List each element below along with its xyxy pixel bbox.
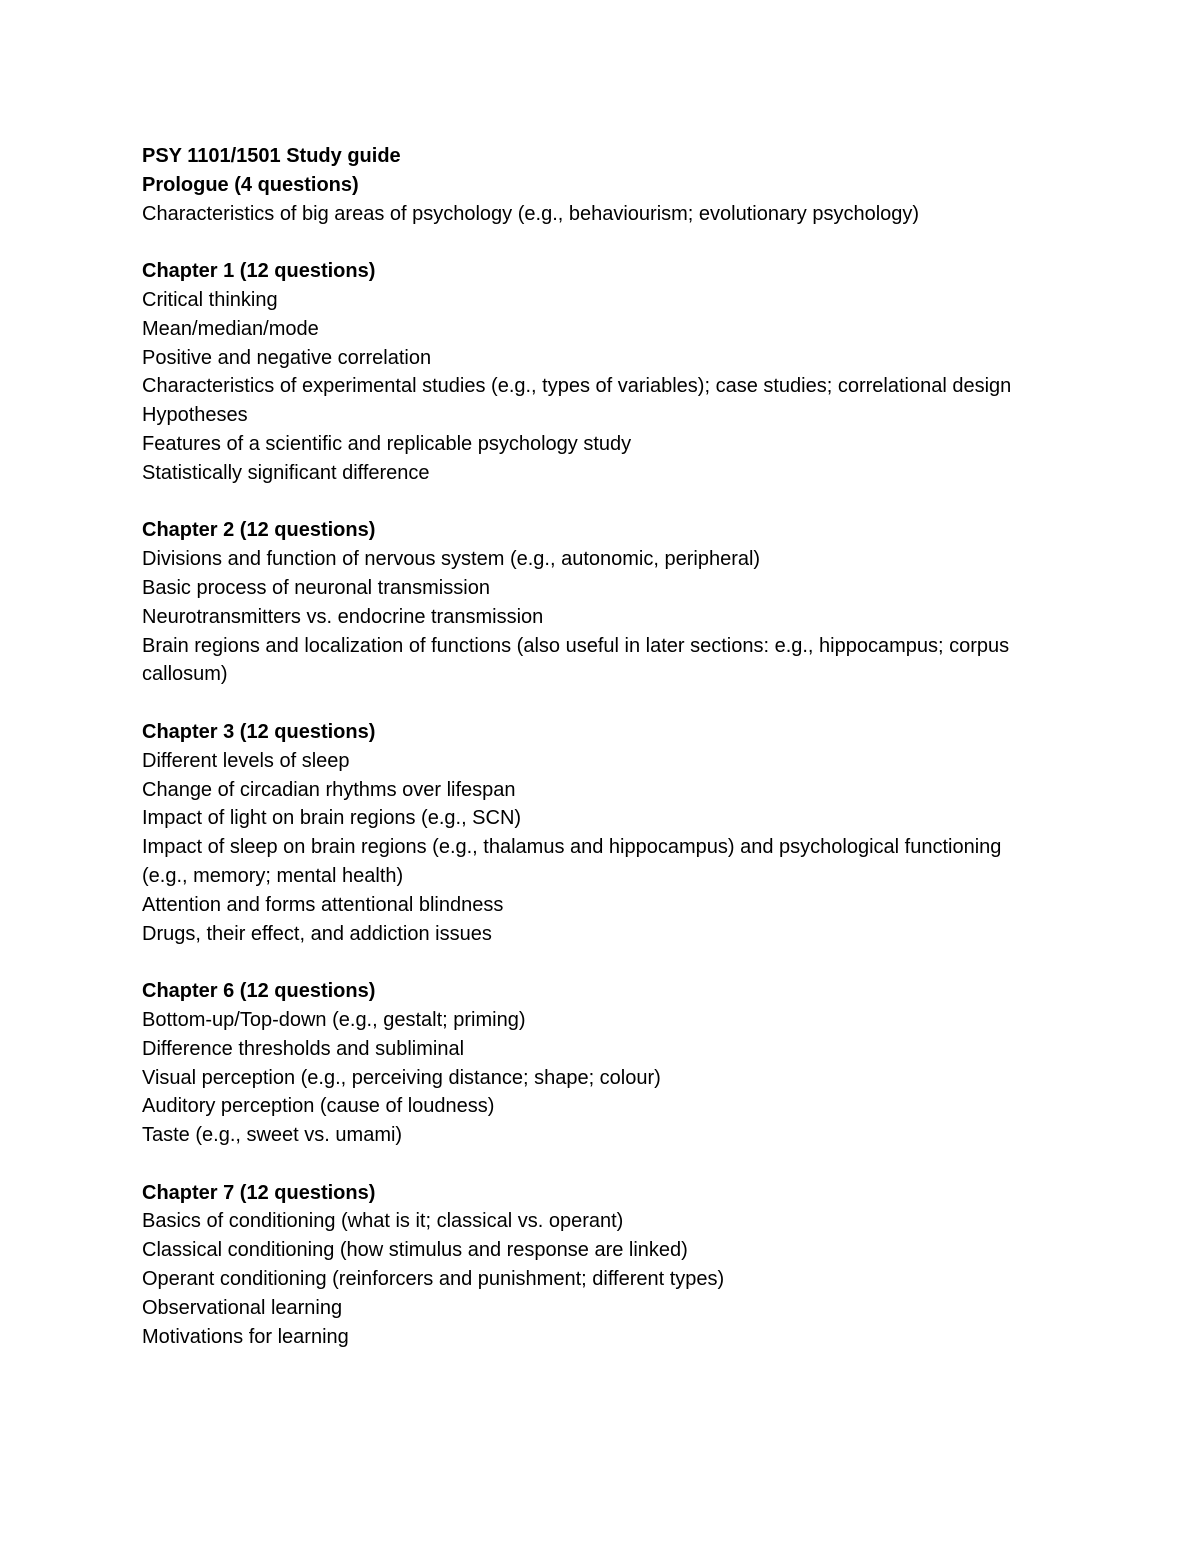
section-heading-chapter-6: Chapter 6 (12 questions) [142, 980, 376, 1003]
list-item: Basics of conditioning (what is it; classical vs. operant) [142, 1210, 624, 1233]
list-item: Impact of sleep on brain regions (e.g., thalamus and hippocampus) and psychological functioning (e.g., memory; mental health) [142, 836, 1002, 887]
section-heading-chapter-3: Chapter 3 (12 questions) [142, 720, 376, 743]
list-item: Hypotheses [142, 404, 248, 427]
list-item: Change of circadian rhythms over lifespan [142, 778, 516, 801]
list-item: Characteristics of experimental studies (e.g., types of variables); case studies; correlational design [142, 375, 1012, 398]
list-item: Impact of light on brain regions (e.g., SCN) [142, 807, 522, 830]
document-body [142, 142, 1042, 1351]
list-item: Taste (e.g., sweet vs. umami) [142, 1124, 403, 1147]
section-heading-chapter-7: Chapter 7 (12 questions) [142, 1181, 376, 1204]
list-item: Neurotransmitters vs. endocrine transmission [142, 605, 544, 628]
section-chapter-6 [142, 977, 1042, 1150]
list-item: Bottom-up/Top-down (e.g., gestalt; priming) [142, 1008, 526, 1031]
list-item: Operant conditioning (reinforcers and punishment; different types) [142, 1268, 725, 1291]
list-item: Difference thresholds and subliminal [142, 1037, 465, 1060]
list-item: Motivations for learning [142, 1325, 349, 1348]
list-item: Different levels of sleep [142, 749, 350, 772]
list-item: Divisions and function of nervous system (e.g., autonomic, peripheral) [142, 548, 761, 571]
list-item: Characteristics of big areas of psychology (e.g., behaviourism; evolutionary psychology) [142, 202, 920, 225]
list-item: Drugs, their effect, and addiction issues [142, 922, 492, 945]
list-item: Visual perception (e.g., perceiving distance; shape; colour) [142, 1066, 661, 1089]
list-item: Observational learning [142, 1296, 343, 1319]
list-item: Positive and negative correlation [142, 346, 432, 369]
section-chapter-7 [142, 1179, 1042, 1352]
list-item: Auditory perception (cause of loudness) [142, 1095, 495, 1118]
intro-section [142, 142, 1042, 228]
list-item: Classical conditioning (how stimulus and response are linked) [142, 1239, 688, 1262]
section-heading-chapter-1: Chapter 1 (12 questions) [142, 260, 376, 283]
section-heading-prologue: Prologue (4 questions) [142, 173, 359, 196]
list-item: Basic process of neuronal transmission [142, 576, 490, 599]
list-item: Brain regions and localization of functions (also useful in later sections: e.g., hippocampus; corpus callosum) [142, 634, 1010, 686]
section-heading-chapter-2: Chapter 2 (12 questions) [142, 519, 376, 542]
section-chapter-2 [142, 516, 1042, 689]
section-chapter-3 [142, 718, 1042, 948]
section-chapter-1 [142, 257, 1042, 487]
list-item: Mean/median/mode [142, 317, 319, 340]
list-item: Critical thinking [142, 288, 278, 311]
document-title: PSY 1101/1501 Study guide [142, 145, 401, 167]
list-item: Features of a scientific and replicable psychology study [142, 432, 632, 455]
list-item: Statistically significant difference [142, 461, 430, 484]
list-item: Attention and forms attentional blindness [142, 893, 504, 916]
